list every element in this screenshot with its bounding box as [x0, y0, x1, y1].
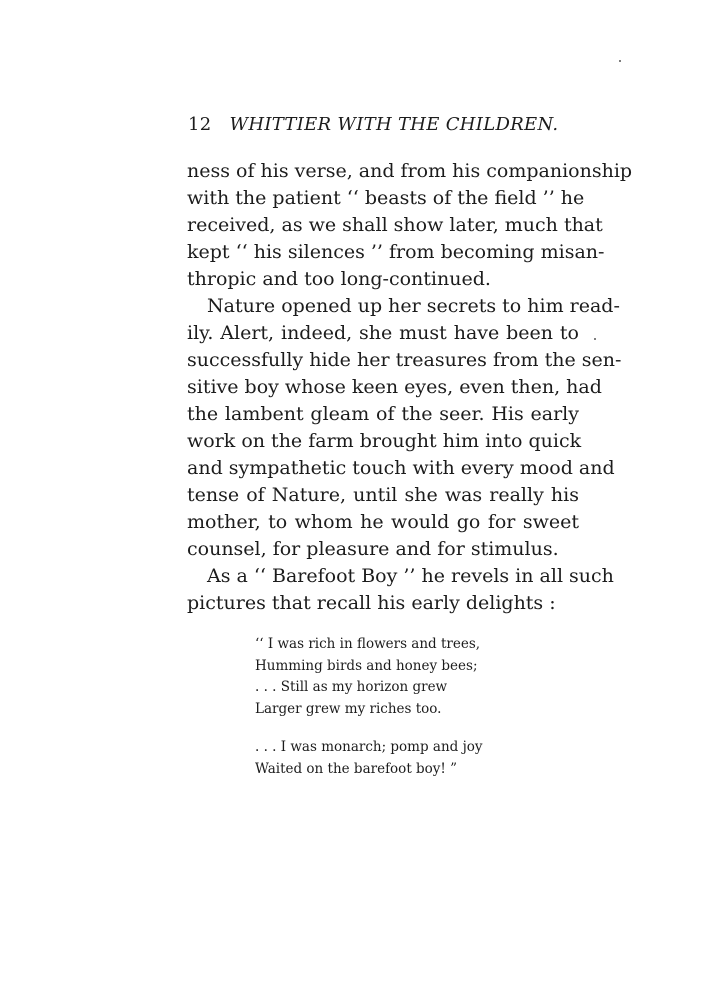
text-line: successfully hide her treasures from the sen- [187, 349, 622, 371]
verse-line: Humming birds and honey bees; [255, 657, 478, 674]
text-line: sitive boy whose keen eyes, even then, had [187, 376, 602, 398]
text-line: pictures that recall his early delights : [187, 592, 556, 614]
text-line: mother, to whom he would go for sweet [187, 511, 579, 533]
text-line: received, as we shall show later, much that [187, 214, 603, 236]
body-text [187, 158, 633, 617]
text-line: and sympathetic touch with every mood and [187, 457, 615, 479]
text-line: with the patient ‘‘ beasts of the field ’’ he [187, 187, 585, 209]
verse-line: . . . I was monarch; pomp and joy [255, 739, 483, 755]
print-speck [619, 60, 621, 62]
text-line: thropic and too long-continued. [187, 268, 491, 290]
running-header [188, 114, 588, 135]
verse-line: Waited on the barefoot boy! ” [255, 760, 458, 777]
running-title: WHITTIER WITH THE CHILDREN. [229, 114, 559, 135]
text-line: tense of Nature, until she was really his [187, 484, 579, 506]
text-line: counsel, for pleasure and for stimulus. [187, 538, 559, 560]
text-line: As a ‘‘ Barefoot Boy ’’ he revels in all such [207, 565, 614, 587]
verse-line: Larger grew my riches too. [255, 700, 442, 717]
page-number: 12 [188, 114, 212, 135]
text-line: ness of his verse, and from his companionship [187, 160, 633, 182]
text-line: ily. Alert, indeed, she must have been to [187, 322, 579, 344]
verse-quotation [255, 634, 555, 780]
text-line: kept ‘‘ his silences ’’ from becoming misan- [187, 241, 605, 263]
text-line: the lambent gleam of the seer. His early [187, 403, 579, 425]
text-line: Nature opened up her secrets to him read- [207, 295, 620, 317]
stanza-break [255, 720, 555, 737]
text-line: work on the farm brought him into quick [187, 430, 582, 452]
verse-line: ‘‘ I was rich in flowers and trees, [255, 636, 481, 652]
print-speck [594, 338, 596, 340]
verse-line: . . . Still as my horizon grew [255, 679, 448, 695]
